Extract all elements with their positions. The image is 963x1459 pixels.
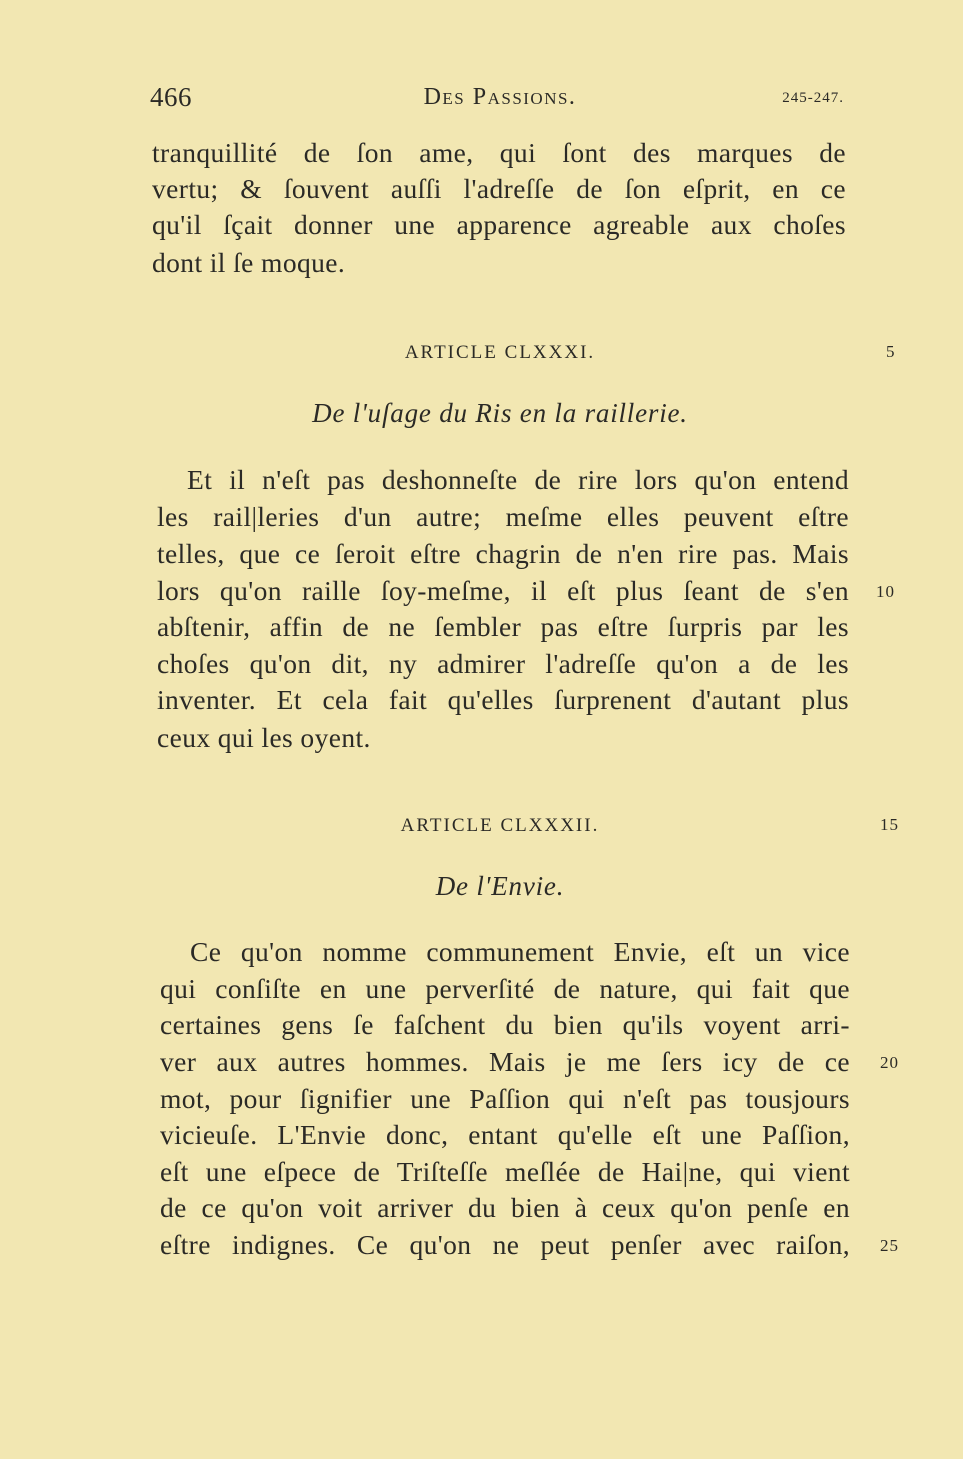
article-title: De l'uſage du Ris en la raillerie. — [312, 398, 688, 428]
page-header — [150, 82, 850, 118]
article-title: De l'Envie. — [435, 871, 565, 901]
text-line: qu'il ſçait donner une apparence agreable aux choſes — [152, 209, 846, 240]
text-line: certaines gens ſe faſchent du bien qu'ils voyent arri- — [160, 1009, 850, 1040]
text-line: vertu; & ſouvent auſſi l'adreſſe de ſon eſprit, en ce — [152, 173, 846, 204]
text-line: Et il n'eſt pas deshonneſte de rire lors qu'on entend — [187, 464, 849, 495]
text-line: dont il ſe moque. — [152, 247, 346, 278]
text-line: eſt une eſpece de Triſteſſe meſlée de Hai|ne, qui vient — [160, 1156, 850, 1187]
text-line: choſes qu'on dit, ny admirer l'adreſſe qu'on a de les — [157, 648, 849, 679]
text-line: ver aux autres hommes. Mais je me ſers icy de ce — [160, 1046, 850, 1077]
running-title: Des Passions. — [423, 84, 577, 110]
text-line: Ce qu'on nomme communement Envie, eſt un vice — [190, 936, 850, 967]
text-line: tranquillité de ſon ame, qui ſont des marques de — [152, 137, 846, 168]
text-line: abſtenir, affin de ne ſembler pas eſtre ſurpris par les — [157, 611, 849, 642]
text-line: les rail|leries d'un autre; meſme elles peuvent eſtre — [157, 501, 849, 532]
text-line: inventer. Et cela fait qu'elles ſurprenent d'autant plus — [157, 684, 849, 715]
article-heading: ARTICLE CLXXXI. — [404, 342, 596, 363]
text-line: de ce qu'on voit arriver du bien à ceux qu'on penſe en — [160, 1192, 850, 1223]
line-number: 10 — [876, 582, 895, 601]
text-line: lors qu'on raille ſoy-meſme, il eſt plus ſeant de s'en — [157, 575, 849, 606]
line-number: 5 — [886, 342, 896, 361]
text-line: telles, que ce ſeroit eſtre chagrin de n'en rire pas. Mais — [157, 538, 849, 569]
article-heading: ARTICLE CLXXXII. — [400, 815, 600, 836]
line-number: 15 — [880, 815, 899, 834]
text-line: qui conſiſte en une perverſité de nature, qui fait que — [160, 973, 850, 1004]
line-number: 20 — [880, 1053, 899, 1072]
text-line: eſtre indignes. Ce qu'on ne peut penſer avec raiſon, — [160, 1229, 850, 1260]
line-number: 25 — [880, 1236, 899, 1255]
text-line: vicieuſe. L'Envie donc, entant qu'elle eſt une Paſſion, — [160, 1119, 850, 1150]
section-range: 245-247. — [782, 90, 844, 106]
text-line: ceux qui les oyent. — [157, 722, 371, 753]
text-line: mot, pour ſignifier une Paſſion qui n'eſt pas tousjours — [160, 1083, 850, 1114]
page-number: 466 — [150, 82, 192, 112]
